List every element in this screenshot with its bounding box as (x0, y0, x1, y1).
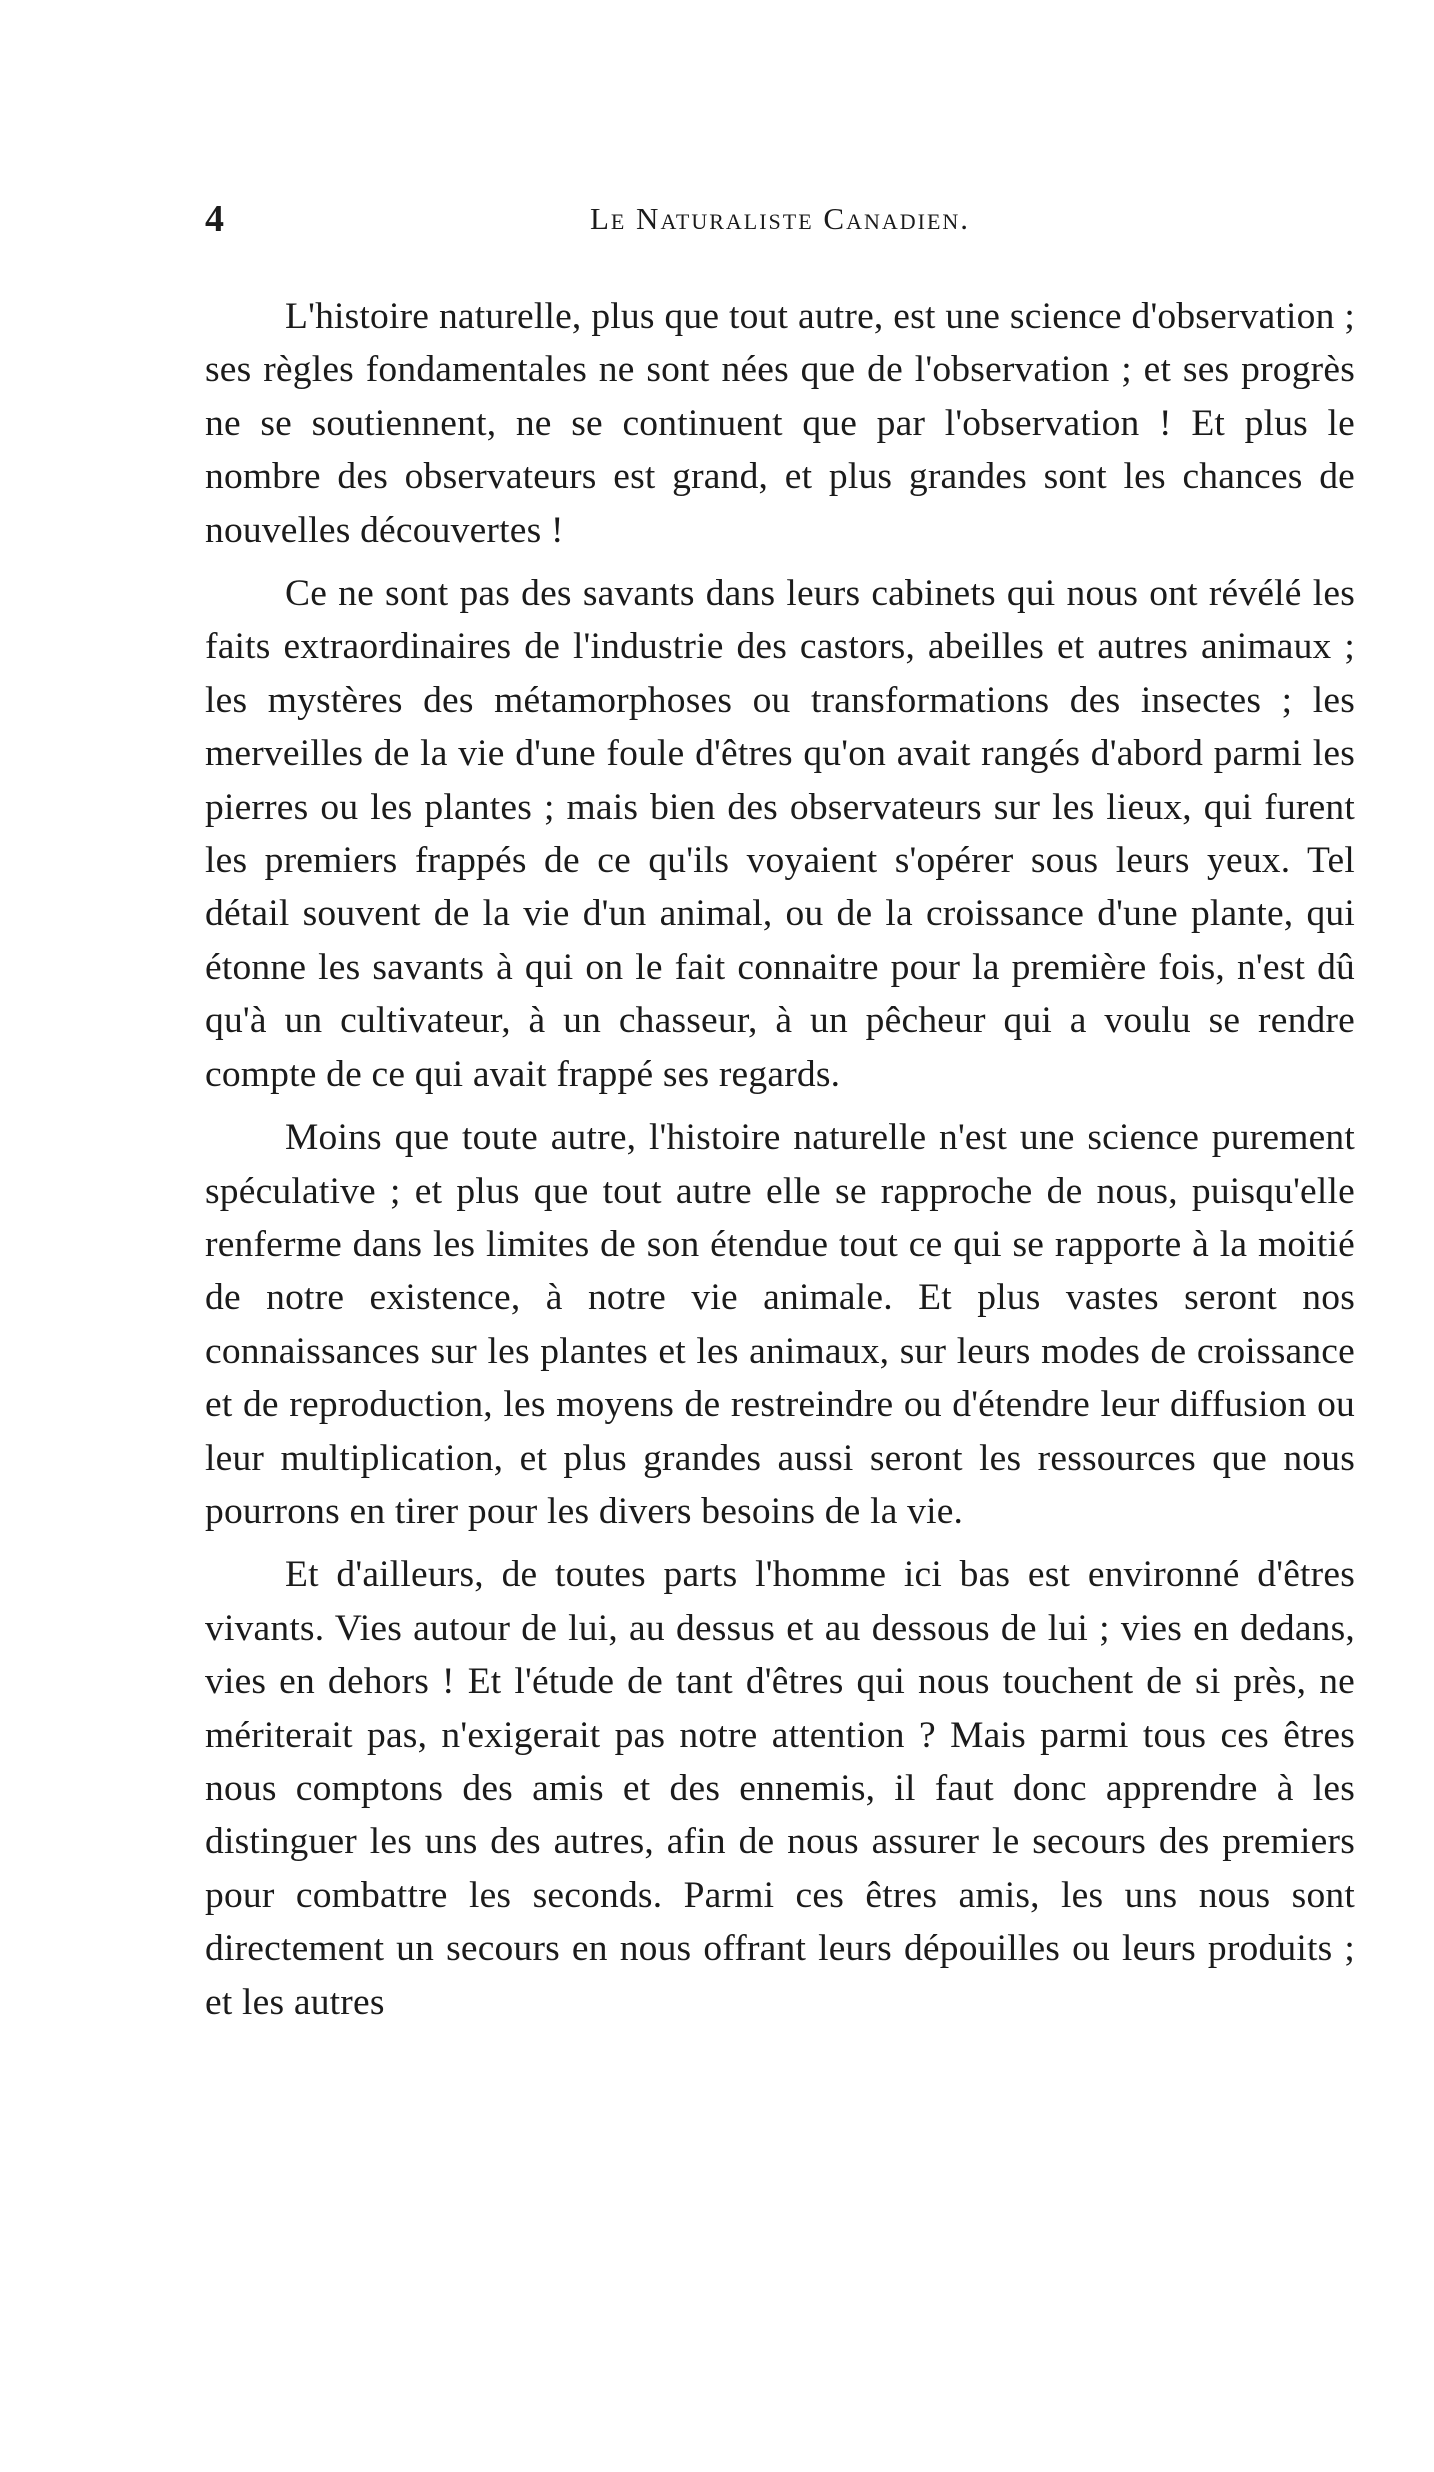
paragraph-2: Ce ne sont pas des savants dans leurs cabinets qui nous ont révélé les faits extraordinaires de l'industrie des castors, abeilles et autres animaux ; les mystères des métamorphoses ou transformations des insectes ; les merveilles de la vie d'une foule d'êtres qu'on avait rangés d'abord parmi les pierres ou les plantes ; mais bien des observateurs sur les lieux, qui furent les premiers frappés de ce qu'ils voyaient s'opérer sous leurs yeux. Tel détail souvent de la vie d'un animal, ou de la croissance d'une plante, qui étonne les savants à qui on le fait connaitre pour la première fois, n'est dû qu'à un cultivateur, à un chasseur, à un pêcheur qui a voulu se rendre compte de ce qui avait frappé ses regards. (205, 573, 1355, 1095)
paragraph-4: Et d'ailleurs, de toutes parts l'homme ici bas est environné d'êtres vivants. Vies autour de lui, au dessus et au dessous de lui ; vies en dedans, vies en dehors ! Et l'étude de tant d'êtres qui nous touchent de si près, ne mériterait pas, n'exigerait pas notre attention ? Mais parmi tous ces êtres nous comptons des amis et des ennemis, il faut donc apprendre à les distinguer les uns des autres, afin de nous assurer le secours des premiers pour combattre les seconds. Parmi ces êtres amis, les uns nous sont directement un secours en nous offrant leurs dépouilles ou leurs produits ; et les autres (205, 1554, 1355, 2023)
running-head (205, 200, 1355, 260)
page-number: 4 (205, 198, 224, 240)
body-text (205, 290, 1355, 2029)
journal-title: Le Naturaliste Canadien. (589, 201, 971, 236)
paragraph-3: Moins que toute autre, l'histoire naturelle n'est une science purement spéculative ; et plus que tout autre elle se rapproche de nous, puisqu'elle renferme dans les limites de son étendue tout ce qui se rapporte à la moitié de notre existence, à notre vie animale. Et plus vastes seront nos connaissances sur les plantes et les animaux, sur leurs modes de croissance et de reproduction, les moyens de restreindre ou d'étendre leur diffusion ou leur multiplication, et plus grandes aussi seront les ressources que nous pourrons en tirer pour les divers besoins de la vie. (205, 1117, 1355, 1532)
book-page (205, 200, 1355, 2039)
paragraph-1: L'histoire naturelle, plus que tout autre, est une science d'observation ; ses règles fondamentales ne sont nées que de l'observation ; et ses progrès ne se soutiennent, ne se continuent que par l'observation ! Et plus le nombre des observateurs est grand, et plus grandes sont les chances de nouvelles découvertes ! (205, 296, 1355, 551)
